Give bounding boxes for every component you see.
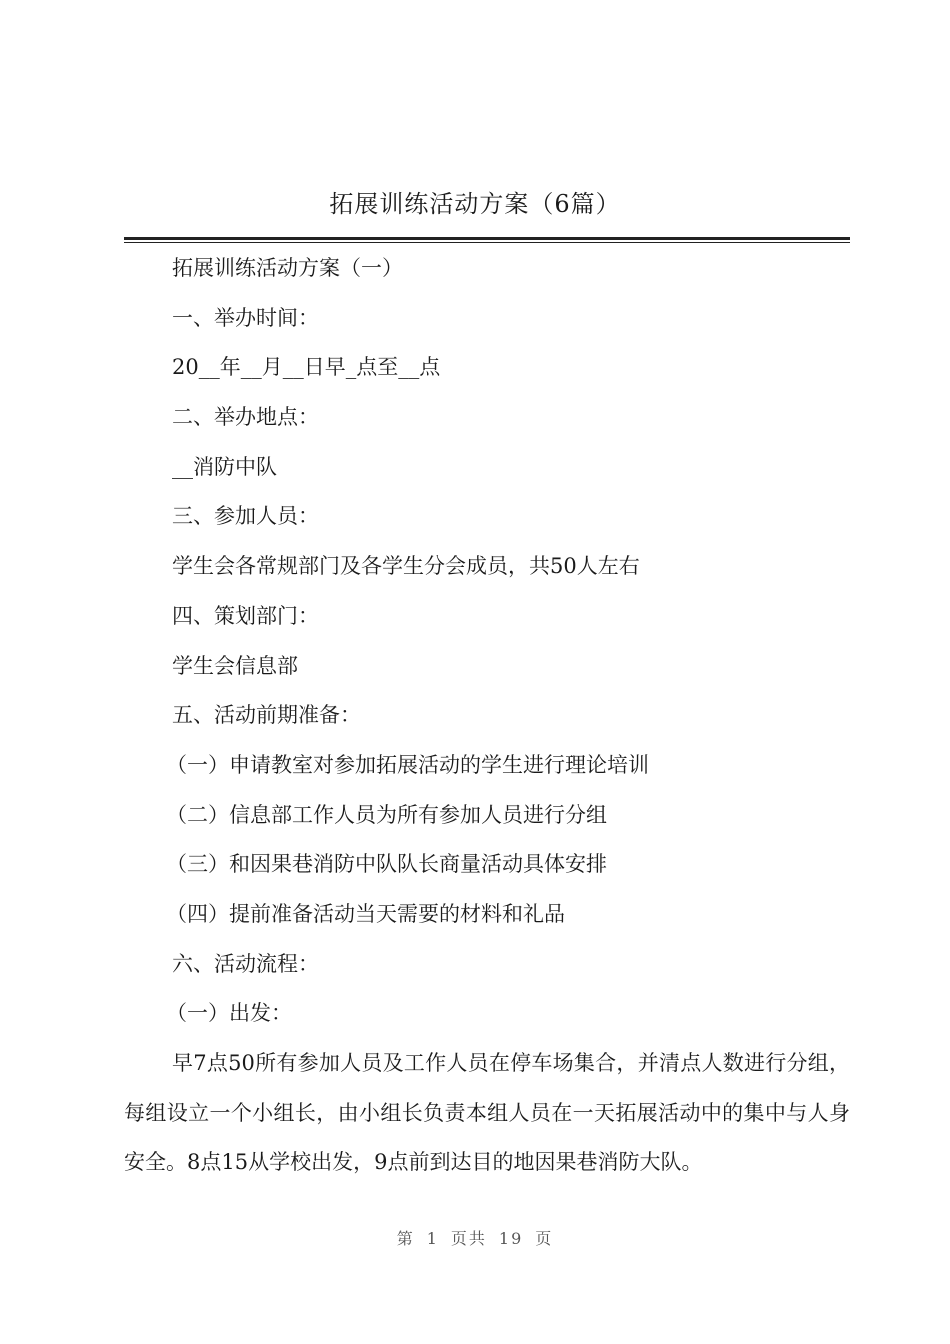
heading-preparation: 五、活动前期准备： <box>172 703 361 728</box>
planning-dept-value: 学生会信息部 <box>172 653 298 678</box>
footer-middle: 页共 <box>450 1229 487 1248</box>
footer-page-number: 1 <box>426 1229 439 1248</box>
page-footer <box>0 1226 950 1249</box>
time-value: 20__年__月__日早_点至__点 <box>172 355 441 380</box>
departure-paragraph: 早7点50所有参加人员及工作人员在停车场集合，并清点人数进行分组，每组设立一个小组长，由小组长负责本组人员在一天拓展活动中的集中与人身安全。8点15从学校出发，9点前到达目的地因果巷消防大队。 <box>124 1051 850 1175</box>
title-rule-thin <box>124 242 850 243</box>
footer-suffix: 页 <box>535 1229 554 1248</box>
prep-item-3: （三）和因果巷消防中队队长商量活动具体安排 <box>166 852 607 877</box>
footer-total-pages: 19 <box>498 1229 524 1248</box>
participants-value: 学生会各常规部门及各学生分会成员，共50人左右 <box>172 554 640 579</box>
prep-item-1: （一）申请教室对参加拓展活动的学生进行理论培训 <box>166 752 649 777</box>
heading-time: 一、举办时间： <box>172 305 319 330</box>
footer-prefix: 第 <box>396 1229 415 1248</box>
document-body <box>124 250 850 1188</box>
heading-process: 六、活动流程： <box>172 951 319 976</box>
document-title: 拓展训练活动方案（6篇） <box>329 190 621 218</box>
heading-location: 二、举办地点： <box>172 405 319 430</box>
heading-planning-dept: 四、策划部门： <box>172 603 319 628</box>
subtitle: 拓展训练活动方案（一） <box>172 256 403 280</box>
title-rule-thick <box>124 237 850 240</box>
heading-participants: 三、参加人员： <box>172 504 319 529</box>
prep-item-4: （四）提前准备活动当天需要的材料和礼品 <box>166 901 565 926</box>
prep-item-2: （二）信息部工作人员为所有参加人员进行分组 <box>166 802 607 827</box>
location-value: __消防中队 <box>172 454 277 479</box>
process-item-1: （一）出发： <box>166 1001 292 1026</box>
